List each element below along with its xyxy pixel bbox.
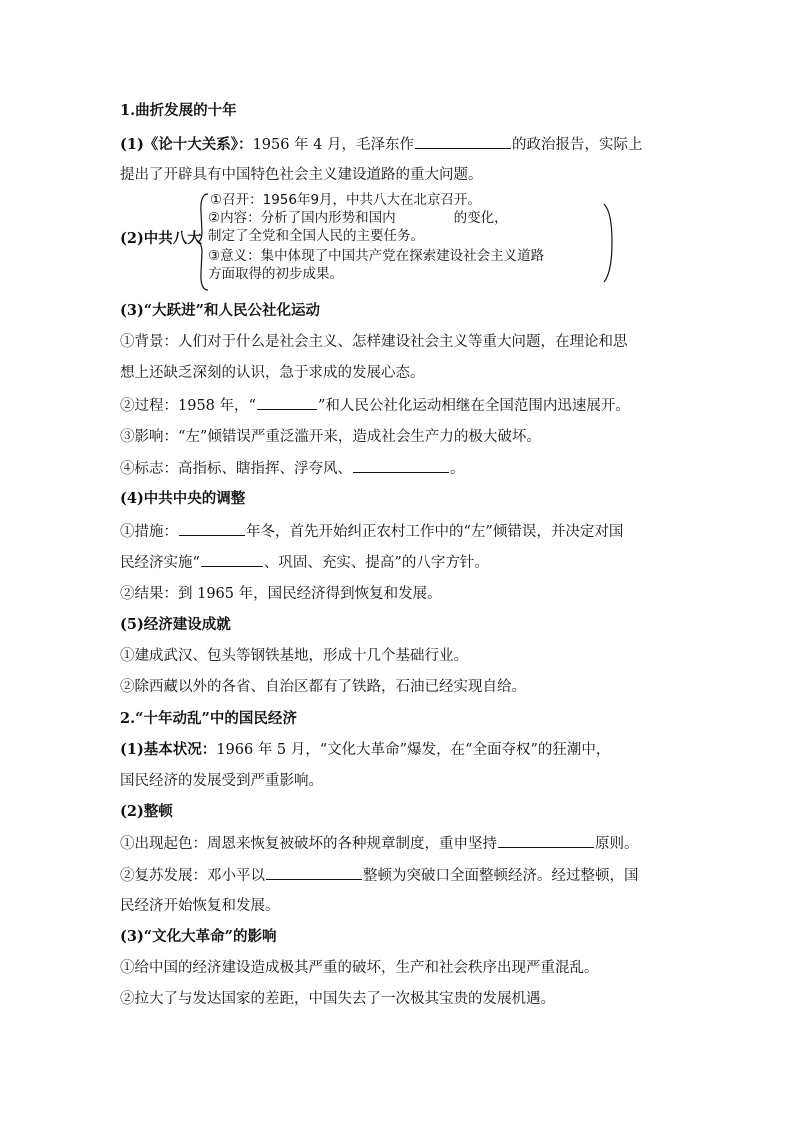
paragraph-5-item-2: ②除西藏以外的各省、自治区都有了铁路，石油已经实现自给。	[120, 679, 526, 695]
section-2-paragraph-2-item-1	[120, 833, 639, 854]
marks-text-a: ④标志：高指标、瞎指挥、浮夸风、	[120, 461, 352, 477]
fill-blank-2[interactable]	[257, 395, 317, 410]
section-2-paragraph-1-text: 1966 年 5 月，“文化大革命”爆发，在“全面夺权”的狂潮中，	[216, 742, 611, 758]
section-2-paragraph-1-heading: (1)基本状况：	[120, 741, 217, 758]
brace-item-1: ①召开：1956年9月，中共八大在北京召开。	[210, 192, 482, 208]
item-1-text-b: 原则。	[595, 836, 639, 852]
item-2-text-a: ②复苏发展：邓小平以	[120, 868, 265, 884]
process-text-b: ”和人民公社化运动相继在全国范围内迅速展开。	[317, 398, 630, 414]
brace-label: (2)中共八大	[120, 230, 202, 247]
measures-text-d: 、巩固、充实、提高”的八字方针。	[263, 555, 489, 571]
section-2-paragraph-2-item-2-line-2: 民经济开始恢复和发展。	[120, 898, 280, 914]
paragraph-5-item-1: ①建成武汉、包头等钢铁基地，形成十几个基础行业。	[120, 648, 468, 664]
section-2-paragraph-2-title: (2)整顿	[120, 803, 173, 820]
fill-blank-6[interactable]	[498, 833, 594, 848]
paragraph-3-process	[120, 395, 630, 416]
item-1-text-a: ①出现起色：周恩来恢复被破坏的各种规章制度，重申坚持	[120, 836, 497, 852]
fill-blank-3[interactable]	[353, 458, 449, 473]
section-2-title: 2.“十年动乱”中的国民经济	[120, 710, 297, 727]
marks-text-b: 。	[450, 461, 465, 477]
paragraph-1-text-a: 1956 年 4 月，毛泽东作	[252, 137, 415, 153]
brace-item-2-text-a: ②内容：分析了国内形势和国内	[208, 210, 396, 226]
paragraph-1-line-1	[120, 134, 643, 155]
fill-blank-5[interactable]	[201, 552, 263, 567]
paragraph-3-influence: ③影响：“左”倾错误严重泛滥开来，造成社会生产力的极大破坏。	[120, 429, 541, 445]
paragraph-4-measures-1	[120, 521, 623, 542]
measures-text-c: 民经济实施“	[120, 555, 200, 571]
paragraph-1-line-2: 提出了开辟具有中国特色社会主义建设道路的重大问题。	[120, 167, 483, 183]
section-2-paragraph-2-item-2-line-1	[120, 865, 639, 886]
section-2-paragraph-3-item-1: ①给中国的经济建设造成极其严重的破坏，生产和社会秩序出现严重混乱。	[120, 960, 599, 976]
paragraph-1-heading: (1)《论十大关系》：	[120, 136, 253, 153]
fill-blank-7[interactable]	[266, 865, 362, 880]
paragraph-3-background-2: 想上还缺乏深刻的认识，急于求成的发展心态。	[120, 365, 425, 381]
party-congress-brace-block	[120, 192, 620, 292]
paragraph-3-title: (3)“大跃进”和人民公社化运动	[120, 302, 320, 319]
fill-blank-4[interactable]	[179, 521, 245, 536]
paragraph-4-title: (4)中共中央的调整	[120, 490, 246, 507]
measures-text-a: ①措施：	[120, 524, 178, 540]
fill-blank-1[interactable]	[415, 134, 511, 149]
paragraph-1-text-b: 的政治报告，实际上	[512, 137, 643, 153]
paragraph-5-title: (5)经济建设成就	[120, 616, 231, 633]
process-text-a: ②过程：1958 年，“	[120, 398, 256, 414]
section-2-paragraph-1-line-1	[120, 740, 610, 760]
paragraph-4-result: ②结果：到 1965 年，国民经济得到恢复和发展。	[120, 586, 442, 602]
brace-item-2	[208, 210, 508, 226]
brace-item-4: ③意义：集中体现了中国共产党在探索建设社会主义道路	[208, 248, 545, 264]
measures-text-b: 年冬，首先开始纠正农村工作中的“左”倾错误，并决定对国	[246, 524, 624, 540]
section-2-paragraph-3-title: (3)“文化大革命”的影响	[120, 928, 277, 945]
brace-item-2-text-b: 的变化，	[453, 210, 508, 226]
paragraph-3-marks	[120, 458, 465, 479]
section-1-title: 1.曲折发展的十年	[120, 102, 237, 119]
section-2-paragraph-3-item-2: ②拉大了与发达国家的差距，中国失去了一次极其宝贵的发展机遇。	[120, 991, 555, 1007]
section-2-paragraph-1-line-2: 国民经济的发展受到严重影响。	[120, 773, 323, 789]
paragraph-3-background-1: ①背景：人们对于什么是社会主义、怎样建设社会主义等重大问题，在理论和思	[120, 334, 628, 350]
item-2-text-b: 整顿为突破口全面整顿经济。经过整顿，国	[363, 868, 639, 884]
brace-item-3: 制定了全党和全国人民的主要任务。	[208, 228, 424, 244]
brace-item-5: 方面取得的初步成果。	[208, 266, 343, 282]
paragraph-4-measures-2	[120, 552, 489, 573]
